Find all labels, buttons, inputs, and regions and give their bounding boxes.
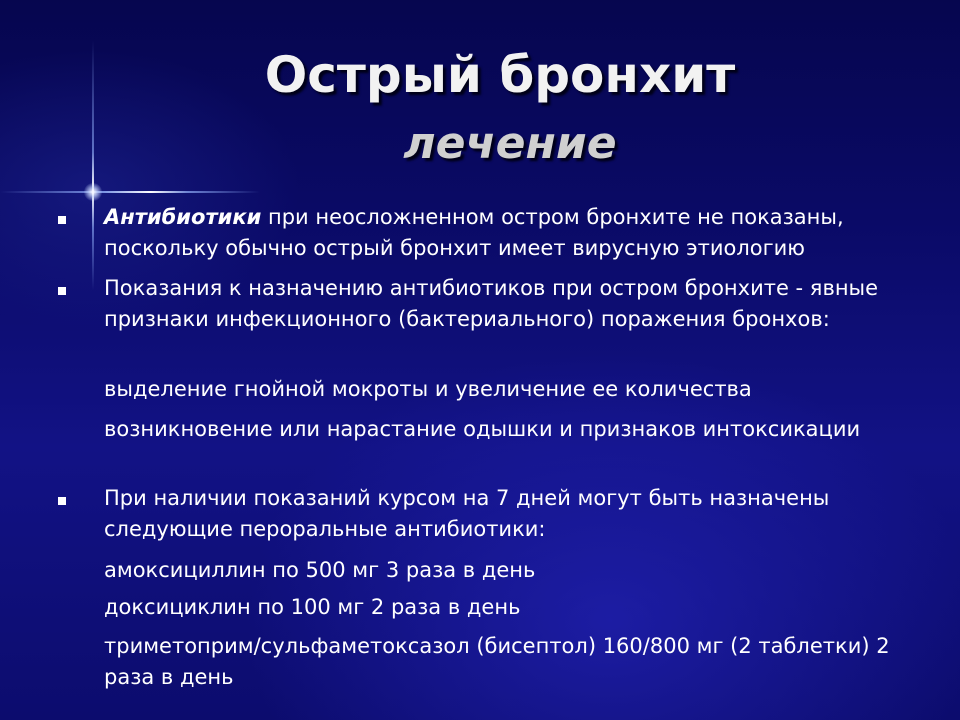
slide-title: Острый бронхит (264, 46, 736, 104)
list-item (104, 202, 939, 264)
sub-item (104, 414, 939, 445)
sub-item (104, 555, 939, 586)
item-text: выделение гнойной мокроты и увеличение ее количества (104, 377, 752, 401)
sub-item (104, 374, 939, 405)
bullet-icon (58, 287, 66, 295)
list-item (104, 483, 939, 545)
emphasis-text: Антибиотики (104, 205, 262, 229)
sub-item (104, 631, 939, 693)
slide-subtitle: лечение (403, 118, 617, 169)
bullet-icon (58, 216, 66, 224)
item-text: доксициклин по 100 мг 2 раза в день (104, 595, 521, 619)
list-item (104, 273, 939, 335)
item-text: при неосложненном остром бронхите не показаны, поскольку обычно острый бронхит имеет вирусную этиологию (104, 205, 844, 260)
item-text: возникновение или нарастание одышки и признаков интоксикации (104, 417, 861, 441)
sub-item (104, 592, 939, 623)
item-text: триметоприм/сульфаметоксазол (бисептол) 160/800 мг (2 таблетки) 2 раза в день (104, 634, 890, 689)
item-text: При наличии показаний курсом на 7 дней могут быть назначены следующие пероральные антибиотики: (104, 486, 830, 541)
bullet-icon (58, 497, 66, 505)
item-text: Показания к назначению антибиотиков при остром бронхите - явные признаки инфекционного (бактериального) поражения бронхов: (104, 276, 879, 331)
item-text: амоксициллин по 500 мг 3 раза в день (104, 558, 536, 582)
